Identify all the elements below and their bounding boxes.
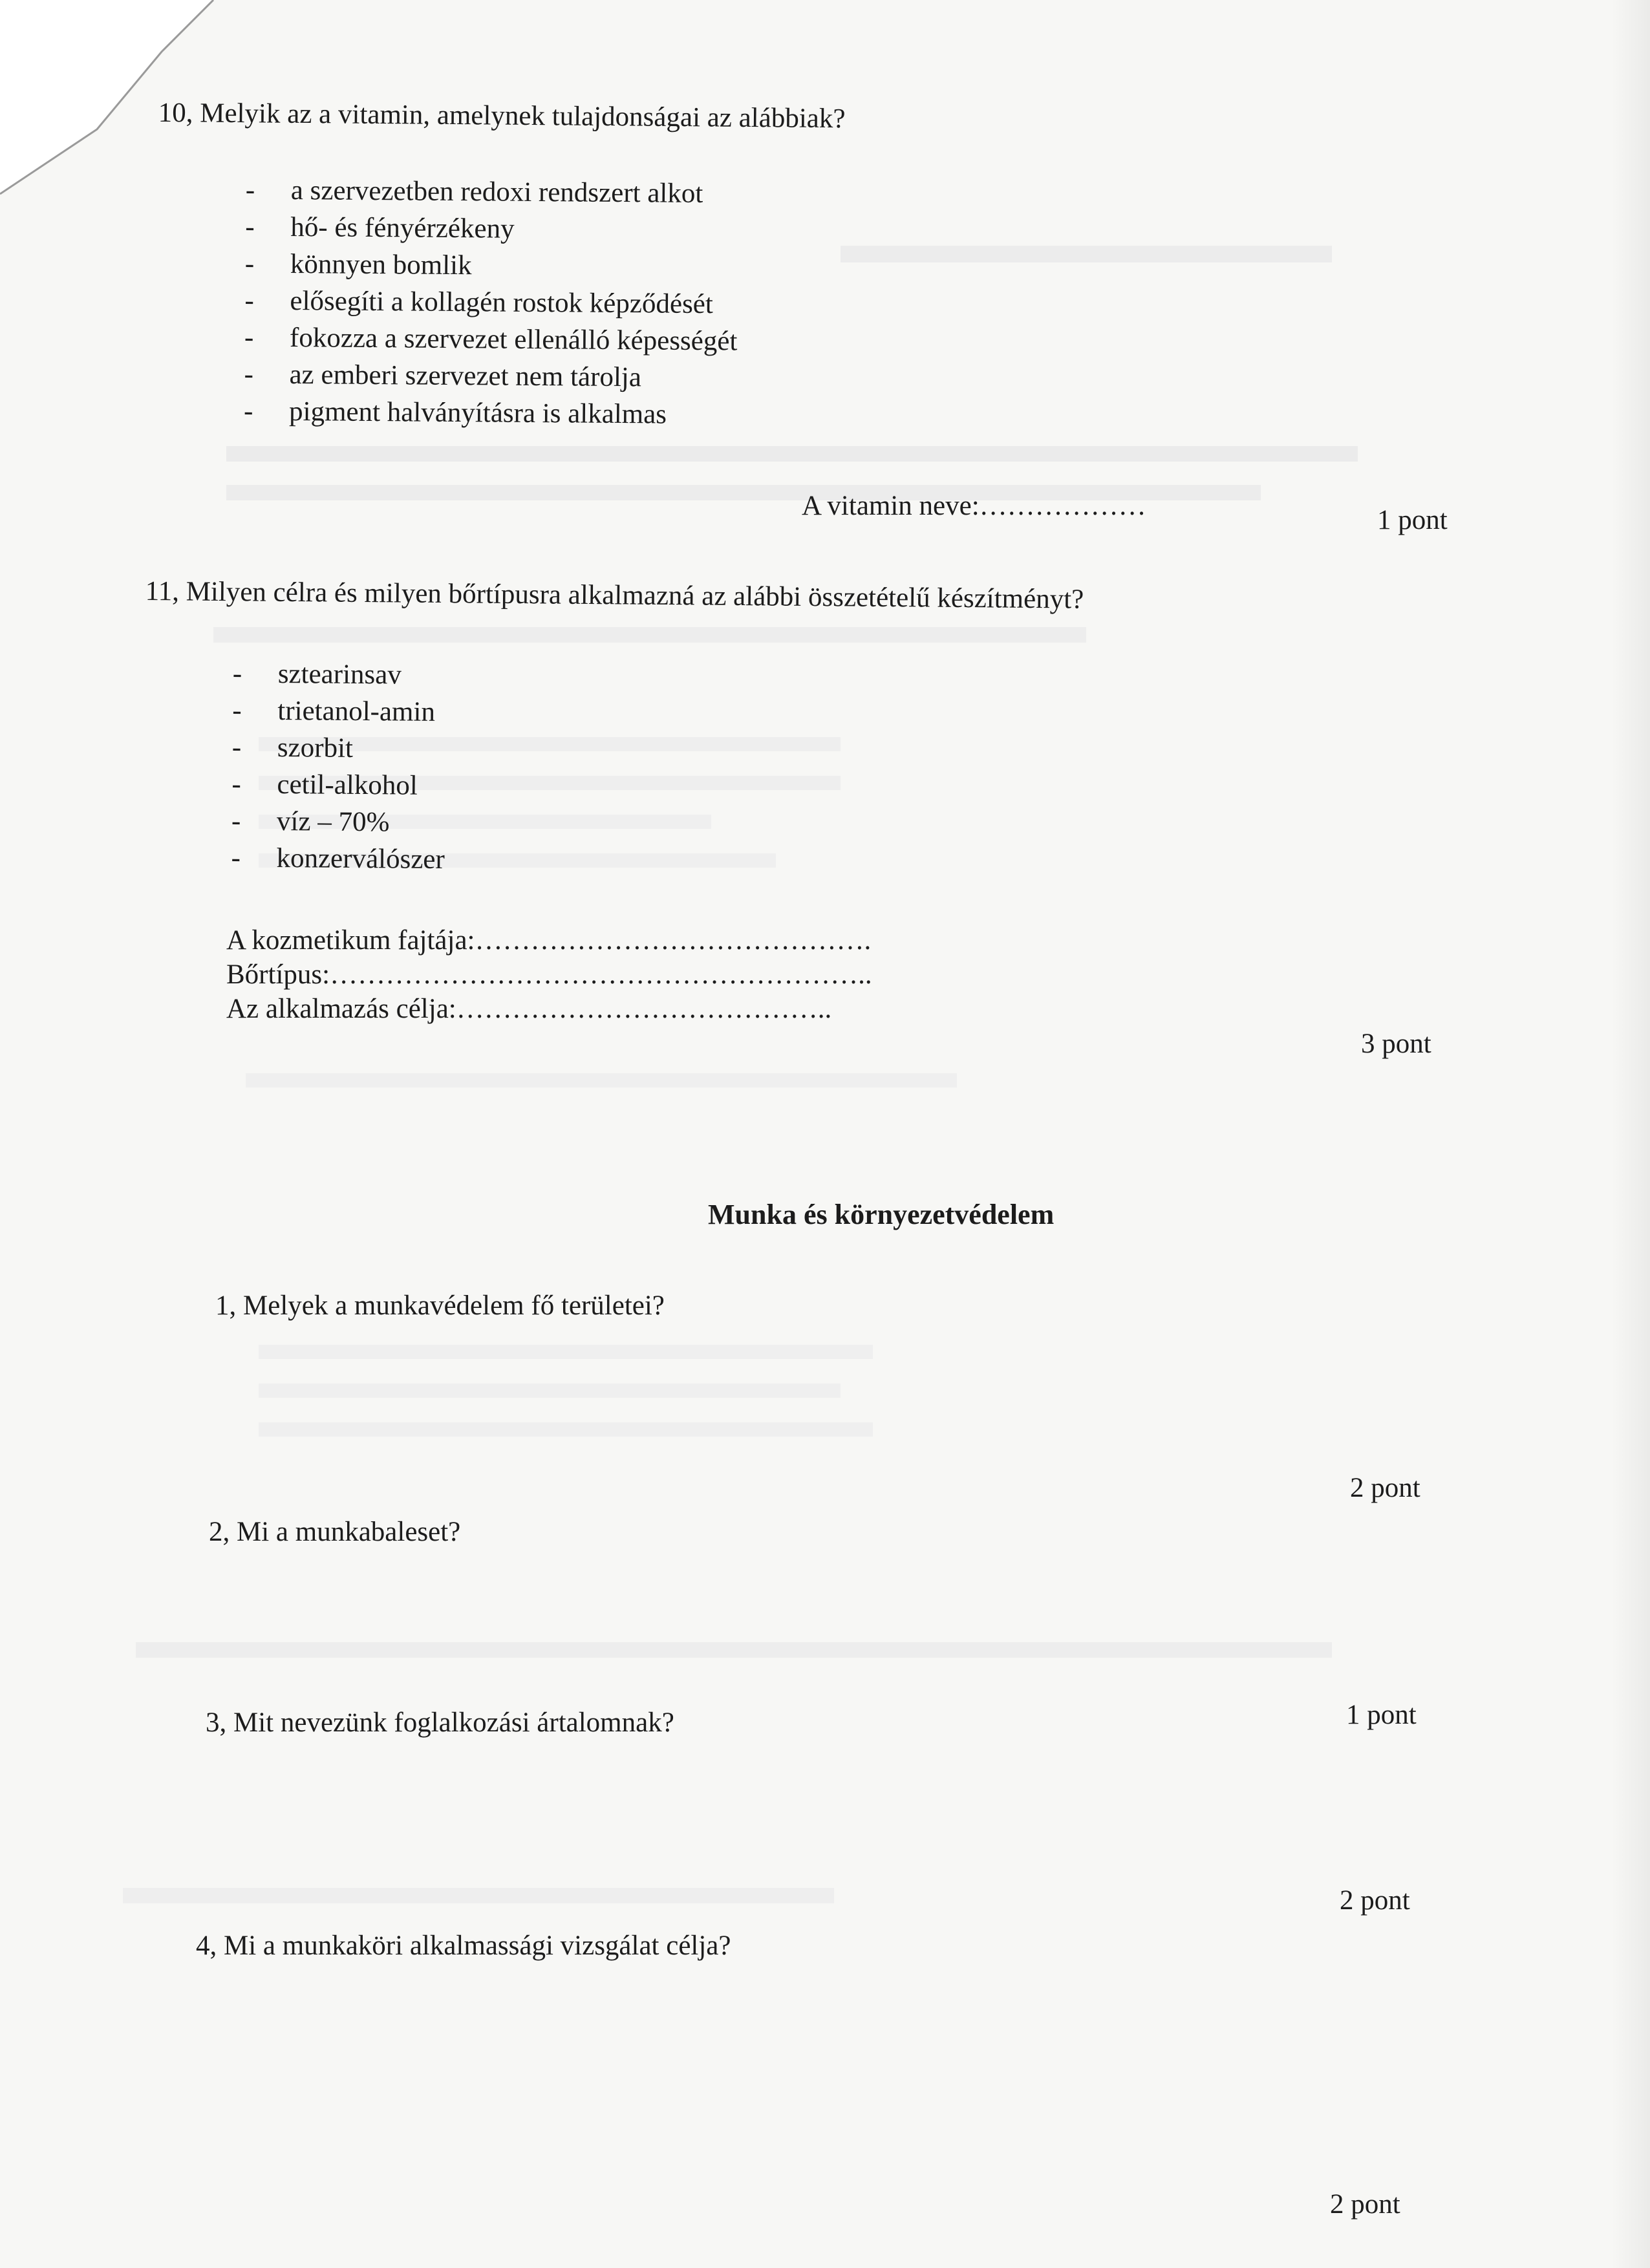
list-item: - konzerválószer [231, 842, 445, 875]
page-edge-shadow [1611, 0, 1650, 2268]
list-item: - sztearinsav [232, 658, 402, 690]
question-10: 10, Melyik az a vitamin, amelynek tulajdonságai az alábbiak? [158, 97, 846, 134]
vitamin-properties-list [243, 175, 739, 436]
points-q11: 3 pont [1361, 1029, 1431, 1059]
skin-type-answer: Bőrtípus:………………………………………………….. [226, 959, 872, 990]
list-item: - könnyen bomlik [244, 248, 472, 281]
list-item: - víz – 70% [231, 806, 390, 838]
points-section-q3: 2 pont [1340, 1885, 1410, 1916]
points-section-q1: 2 pont [1350, 1473, 1420, 1503]
list-item: - fokozza a szervezet ellenálló képességét [244, 322, 738, 357]
list-item: - cetil-alkohol [231, 769, 418, 801]
points-section-q4: 2 pont [1330, 2189, 1400, 2220]
list-item: - szorbit [231, 732, 354, 764]
question-11: 11, Milyen célra és milyen bőrtípusra alkalmazná az alábbi összetételű készítményt? [145, 575, 1084, 615]
list-item: - elősegíti a kollagén rostok képződését [244, 285, 714, 320]
points-section-q2: 1 pont [1346, 1700, 1417, 1730]
points-q10: 1 pont [1377, 505, 1448, 535]
section-question-2: 2, Mi a munkabaleset? [209, 1517, 461, 1547]
list-item: - a szervezetben redoxi rendszert alkot [245, 175, 703, 209]
application-purpose-answer: Az alkalmazás célja:………………………………….. [226, 994, 832, 1024]
section-title: Munka és környezetvédelem [708, 1199, 1055, 1230]
section-question-4: 4, Mi a munkaköri alkalmassági vizsgálat célja? [196, 1931, 731, 1961]
vitamin-name-answer: A vitamin neve:……………… [802, 491, 1146, 521]
ingredients-list [231, 658, 446, 881]
list-item: - az emberi szervezet nem tárolja [244, 359, 642, 393]
section-question-1: 1, Melyek a munkavédelem fő területei? [215, 1290, 665, 1321]
cosmetic-type-answer: A kozmetikum fajtája:……………………………………. [226, 925, 872, 956]
list-item: - pigment halványításra is alkalmas [243, 396, 667, 430]
list-item: - hő- és fényérzékeny [245, 211, 515, 244]
list-item: - trietanol-amin [232, 695, 436, 727]
section-question-3: 3, Mit nevezünk foglalkozási ártalomnak? [206, 1707, 674, 1738]
